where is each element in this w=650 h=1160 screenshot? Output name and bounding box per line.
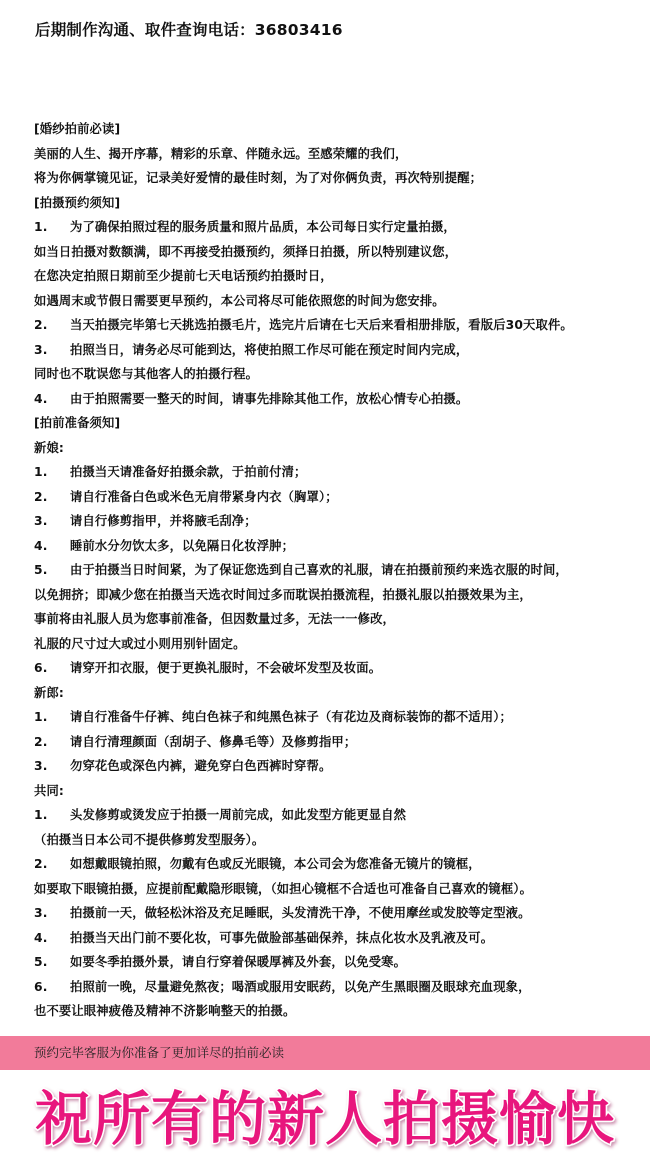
numbered-line — [34, 803, 644, 828]
line-text: 如当日拍摄对数额满，即不再接受拍摄预约，须择日拍摄，所以特别建议您， — [34, 244, 458, 259]
line-text: 如遇周末或节假日需要更早预约，本公司将尽可能依照您的时间为您安排。 — [34, 293, 445, 308]
line-text: （拍摄当日本公司不提供修剪发型服务）。 — [34, 832, 265, 847]
item-number: 3. — [34, 906, 48, 920]
line-text: 请自行清理颜面（刮胡子、修鼻毛等）及修剪指甲； — [70, 734, 357, 749]
footer-slogan-text: 祝所有的新人拍摄愉快 — [35, 1085, 615, 1153]
item-number: 3. — [34, 514, 48, 528]
line-text: 同时也不耽误您与其他客人的拍摄行程。 — [34, 367, 259, 381]
text-line — [34, 877, 644, 902]
numbered-line — [34, 926, 644, 951]
item-number: 4. — [34, 930, 48, 945]
line-text: 请自行准备牛仔裤、纯白色袜子和纯黑色袜子（有花边及商标装饰的都不适用）； — [70, 710, 512, 724]
numbered-line — [34, 950, 644, 975]
line-text: [婚纱拍前必读] — [34, 122, 121, 136]
line-text: 新娘: — [34, 440, 64, 455]
item-number: 5. — [34, 563, 48, 577]
numbered-line — [34, 460, 644, 485]
numbered-line — [34, 975, 644, 1000]
text-line — [34, 142, 644, 167]
text-line — [34, 117, 644, 142]
contact-header: 后期制作沟通、取件查询电话：36803416 — [35, 21, 343, 39]
line-text: 拍摄当天请准备好拍摄余款，于拍前付清； — [70, 465, 307, 479]
line-text: 请自行准备白色或米色无肩带紧身内衣（胸罩）； — [70, 489, 338, 504]
text-line — [34, 607, 644, 632]
line-text: 新郎: — [34, 685, 64, 700]
info-banner — [0, 1036, 650, 1070]
line-text: 共同: — [34, 783, 64, 798]
line-text: 拍摄前一天，做轻松沐浴及充足睡眠，头发清洗干净，不使用摩丝或发胶等定型液。 — [70, 906, 531, 920]
numbered-line — [34, 901, 644, 926]
numbered-line — [34, 509, 644, 534]
line-text: 如要取下眼镜拍摄，应提前配戴隐形眼镜，（如担心镜框不合适也可准备自己喜欢的镜框）。 — [34, 881, 533, 896]
numbered-line — [34, 215, 644, 240]
numbered-line — [34, 313, 644, 338]
line-text: 美丽的人生、揭开序幕，精彩的乐章、伴随永远。至感荣耀的我们， — [34, 146, 408, 161]
text-line — [34, 583, 644, 608]
numbered-line — [34, 656, 644, 681]
item-number: 1. — [34, 710, 48, 724]
text-line — [34, 436, 644, 461]
line-text: 请穿开扣衣服，便于更换礼服时，不会破坏发型及妆面。 — [70, 661, 382, 675]
line-text: 由于拍照需要一整天的时间，请事先排除其他工作，放松心情专心拍摄。 — [70, 391, 469, 406]
numbered-line — [34, 338, 644, 363]
line-text: 在您决定拍照日期前至少提前七天电话预约拍摄时日， — [34, 269, 333, 283]
text-line — [34, 999, 644, 1024]
item-number: 2. — [34, 734, 48, 749]
numbered-line — [34, 534, 644, 559]
text-line — [34, 362, 644, 387]
line-text: 为了确保拍照过程的服务质量和照片品质，本公司每日实行定量拍摄， — [70, 220, 456, 234]
text-line — [34, 828, 644, 853]
text-line — [34, 411, 644, 436]
numbered-line — [34, 558, 644, 583]
item-number: 4. — [34, 538, 48, 553]
numbered-line — [34, 485, 644, 510]
text-line — [34, 264, 644, 289]
text-line — [34, 632, 644, 657]
line-text: 如想戴眼镜拍照，勿戴有色或反光眼镜，本公司会为您准备无镜片的镜框， — [70, 857, 481, 871]
text-line — [34, 240, 644, 265]
numbered-line — [34, 730, 644, 755]
line-text: 如要冬季拍摄外景，请自行穿着保暖厚裤及外套，以免受寒。 — [70, 955, 407, 969]
numbered-line — [34, 852, 644, 877]
line-text: 将为你俩掌镜见证，记录美好爱情的最佳时刻，为了对你俩负责，再次特别提醒； — [34, 171, 483, 185]
item-number: 5. — [34, 955, 48, 969]
line-text: 拍摄当天出门前不要化妆，可事先做脸部基础保养，抹点化妆水及乳液及可。 — [70, 930, 494, 945]
text-line — [34, 191, 644, 216]
item-number: 4. — [34, 391, 48, 406]
line-text: 以免拥挤；即减少您在拍摄当天选衣时间过多而耽误拍摄流程，拍摄礼服以拍摄效果为主， — [34, 587, 532, 602]
line-text: 请自行修剪指甲，并将腋毛刮净； — [70, 514, 257, 528]
line-text: 头发修剪或烫发应于拍摄一周前完成，如此发型方能更显自然 — [70, 808, 407, 822]
item-number: 6. — [34, 979, 48, 994]
item-number: 1. — [34, 808, 48, 822]
line-text: [拍摄预约须知] — [34, 195, 121, 210]
line-text: 也不要让眼神疲倦及精神不济影响整天的拍摄。 — [34, 1004, 296, 1018]
item-number: 3. — [34, 342, 48, 357]
line-text: 拍照当日，请务必尽可能到达，将使拍照工作尽可能在预定时间内完成， — [70, 342, 469, 357]
banner-text: 预约完毕客服为你准备了更加详尽的拍前必读 — [34, 1045, 285, 1060]
numbered-line — [34, 387, 644, 412]
line-text: 当天拍摄完毕第七天挑选拍摄毛片，选完片后请在七天后来看相册排版，看版后30天取件。 — [70, 318, 573, 332]
footer-slogan — [0, 1078, 650, 1160]
item-number: 6. — [34, 661, 48, 675]
text-line — [34, 779, 644, 804]
line-text: 睡前水分勿饮太多，以免隔日化妆浮肿； — [70, 538, 295, 553]
text-line — [34, 289, 644, 314]
item-number: 2. — [34, 318, 48, 332]
item-number: 2. — [34, 857, 48, 871]
text-line — [34, 681, 644, 706]
item-number: 2. — [34, 489, 48, 504]
line-text: 礼服的尺寸过大或过小则用别针固定。 — [34, 636, 246, 651]
line-text: 勿穿花色或深色内裤，避免穿白色西裤时穿帮。 — [70, 759, 332, 773]
item-number: 3. — [34, 759, 48, 773]
notice-body — [34, 117, 644, 1024]
line-text: 事前将由礼服人员为您事前准备，但因数量过多，无法一一修改， — [34, 612, 395, 626]
line-text: [拍前准备须知] — [34, 416, 121, 430]
item-number: 1. — [34, 465, 48, 479]
numbered-line — [34, 754, 644, 779]
line-text: 由于拍摄当日时间紧，为了保证您选到自己喜欢的礼服，请在拍摄前预约来选衣服的时间， — [70, 563, 568, 577]
text-line — [34, 166, 644, 191]
numbered-line — [34, 705, 644, 730]
item-number: 1. — [34, 220, 48, 234]
line-text: 拍照前一晚，尽量避免熬夜；喝酒或服用安眠药，以免产生黑眼圈及眼球充血现象， — [70, 979, 531, 994]
